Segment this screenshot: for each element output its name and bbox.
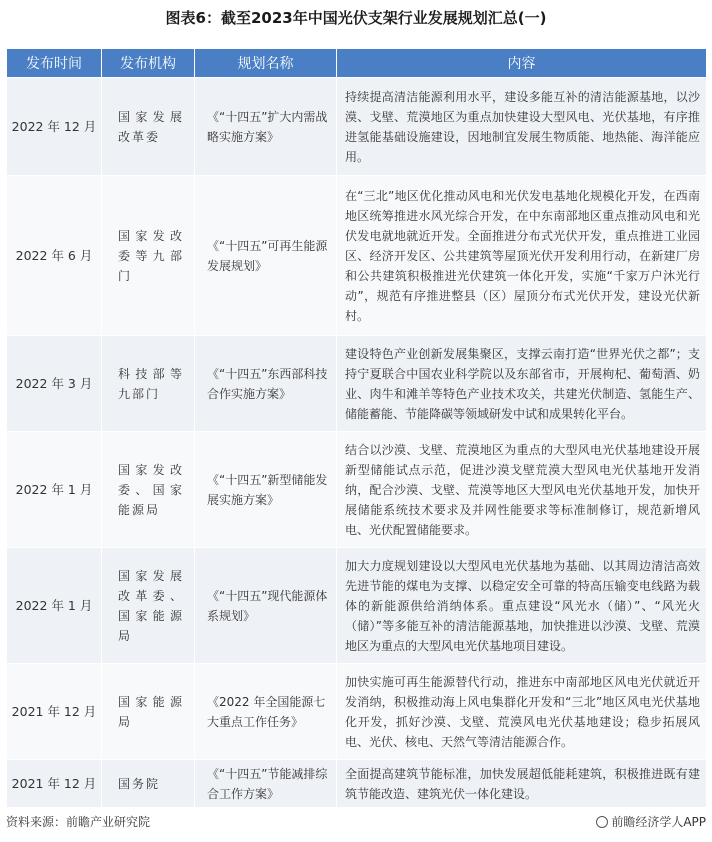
row-org: 国家能源局 [102, 664, 195, 760]
row-org: 科技部等九部门 [102, 336, 195, 432]
policy-table [6, 48, 707, 808]
table-row [7, 176, 707, 336]
table-row [7, 664, 707, 760]
header-date: 发布时间 [7, 49, 102, 78]
row-content: 持续提高清洁能源利用水平，建设多能互补的清洁能源基地，以沙漠、戈壁、荒漠地区为重点加快建设大型风电、光伏基地，有序推进氢能基础设施建设，因地制宜发展生物质能、地热能、海洋能应用。 [337, 78, 707, 176]
row-org: 国家发改委等九部门 [102, 176, 195, 336]
footer [6, 812, 706, 832]
row-plan: 《2022 年全国能源七大重点工作任务》 [195, 664, 337, 760]
row-date: 2022 年 3 月 [7, 336, 102, 432]
header-plan: 规划名称 [195, 49, 337, 78]
row-plan: 《“十四五”节能减排综合工作方案》 [195, 760, 337, 808]
table-row [7, 760, 707, 808]
table-header-row [7, 49, 707, 78]
source-note: 资料来源：前瞻产业研究院 [6, 815, 151, 829]
row-date: 2021 年 12 月 [7, 664, 102, 760]
row-org: 国家发展改革委、国家能源局 [102, 548, 195, 664]
row-org: 国家发展改革委 [102, 78, 195, 176]
row-date: 2022 年 12 月 [7, 78, 102, 176]
row-plan: 《“十四五”现代能源体系规划》 [195, 548, 337, 664]
header-content: 内容 [337, 49, 707, 78]
row-content: 全面提高建筑节能标准，加快发展超低能耗建筑，积极推进既有建筑节能改造、建筑光伏一体化建设。 [337, 760, 707, 808]
header-org: 发布机构 [102, 49, 195, 78]
table-row [7, 548, 707, 664]
table-row [7, 336, 707, 432]
row-org: 国家发改委、国家能源局 [102, 432, 195, 548]
row-content: 建设特色产业创新发展集聚区，支撑云南打造“世界光伏之都”；支持宁夏联合中国农业科学院以及东部省市，开展枸杞、葡萄酒、奶业、肉牛和滩羊等特色产业技术攻关，共建光伏制造、氢能生产、储能蓄能、节能降碳等领域研发中试和成果转化平台。 [337, 336, 707, 432]
row-date: 2022 年 1 月 [7, 432, 102, 548]
row-content: 加快实施可再生能源替代行动，推进东中南部地区风电光伏就近开发消纳，积极推动海上风电集群化开发和“三北”地区风电光伏基地化开发，抓好沙漠、戈壁、荒漠风电光伏基地建设；稳步拓展风电、光伏、核电、天然气等清洁能源合作。 [337, 664, 707, 760]
row-plan: 《“十四五”东西部科技合作实施方案》 [195, 336, 337, 432]
brand-credit [596, 812, 706, 832]
row-org: 国务院 [102, 760, 195, 808]
row-content: 结合以沙漠、戈壁、荒漠地区为重点的大型风电光伏基地建设开展新型储能试点示范，促进沙漠戈壁荒漠大型风电光伏基地开发消纳，配合沙漠、戈壁、荒漠等地区大型风电光伏基地开发，加快开展储能系统技术要求及并网性能要求等标准制修订，规范新增风电、光伏配置储能要求。 [337, 432, 707, 548]
chart-title: 图表6：截至2023年中国光伏支架行业发展规划汇总(一) [165, 9, 547, 27]
brand-name: 前瞻经济学人APP [611, 815, 706, 829]
row-plan: 《“十四五”新型储能发展实施方案》 [195, 432, 337, 548]
row-content: 加大力度规划建设以大型风电光伏基地为基础、以其周边清洁高效先进节能的煤电为支撑、以稳定安全可靠的特高压输变电线路为载体的新能源供给消纳体系。重点建设“风光水（储）”、“风光火（储）”等多能互补的清洁能源基地，加快推进以沙漠、戈壁、荒漠地区为重点的大型风电光伏基地项目建设。 [337, 548, 707, 664]
row-content: 在“三北”地区优化推动风电和光伏发电基地化规模化开发，在西南地区统筹推进水风光综合开发，在中东南部地区重点推动风电和光伏发电就地就近开发。全面推进分布式光伏开发，重点推进工业园区、经济开发区、公共建筑等屋顶光伏开发利用行动，在新建厂房和公共建筑积极推进光伏建筑一体化开发，实施“千家万户沐光行动”，规范有序推进整县（区）屋顶分布式光伏开发，建设光伏新村。 [337, 176, 707, 336]
row-date: 2022 年 6 月 [7, 176, 102, 336]
brand-logo-icon [596, 816, 608, 828]
table-row [7, 78, 707, 176]
row-plan: 《“十四五”扩大内需战略实施方案》 [195, 78, 337, 176]
row-plan: 《“十四五”可再生能源发展规划》 [195, 176, 337, 336]
table-row [7, 432, 707, 548]
row-date: 2022 年 1 月 [7, 548, 102, 664]
row-date: 2021 年 12 月 [7, 760, 102, 808]
